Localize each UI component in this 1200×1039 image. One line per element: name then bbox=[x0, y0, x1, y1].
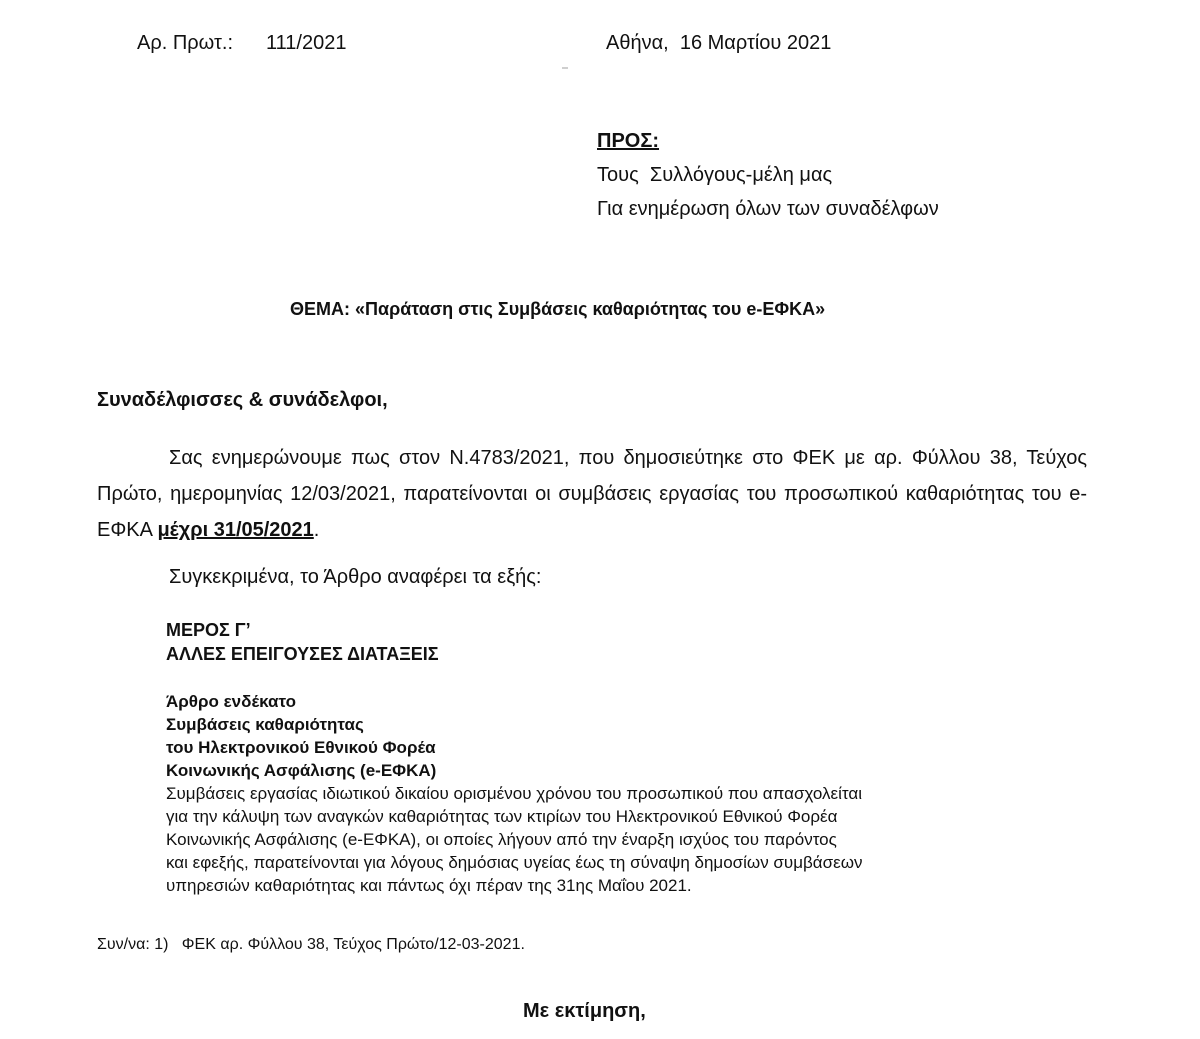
article-text-line: και εφεξής, παρατείνονται για λόγους δημόσιας υγείας έως τη σύναψη δημοσίων συμβάσεων bbox=[166, 853, 863, 872]
part-title: ΜΕΡΟΣ Γ’ bbox=[166, 620, 251, 640]
recipient-label: ΠΡΟΣ: bbox=[597, 130, 660, 152]
body-text: Σας ενημερώνουμε πως στον Ν.4783/2021, που δημοσιεύτηκε στο ΦΕΚ με αρ. Φύλλου 38, Τεύχος Πρώτο, ημερομηνίας 12/03/2021, παρατείνονται οι συμβάσεις εργασίας του προσωπικού καθαριότητας του e-ΕΦΚΑ bbox=[97, 447, 1087, 541]
article-intro: Συγκεκριμένα, το Άρθρο αναφέρει τα εξής: bbox=[169, 566, 542, 588]
article-heading-line: Κοινωνικής Ασφάλισης (e-ΕΦΚΑ) bbox=[166, 761, 437, 780]
protocol-number: 111/2021 bbox=[266, 32, 347, 54]
salutation: Συναδέλφισσες & συνάδελφοι, bbox=[97, 389, 388, 411]
article-text-line: για την κάλυψη των αναγκών καθαριότητας των κτιρίων του Ηλεκτρονικού Εθνικού Φορέα bbox=[166, 807, 838, 826]
subject-line: ΘΕΜΑ: «Παράταση στις Συμβάσεις καθαριότητας του e-ΕΦΚΑ» bbox=[290, 299, 826, 319]
recipient-line-2: Για ενημέρωση όλων των συναδέλφων bbox=[597, 198, 939, 220]
recipient-line-1: Τους Συλλόγους-μέλη μας bbox=[597, 164, 833, 186]
article-text-line: Συμβάσεις εργασίας ιδιωτικού δικαίου ορισμένου χρόνου του προσωπικού που απασχολείται bbox=[166, 784, 862, 803]
attachment-line: Συν/να: 1) ΦΕΚ αρ. Φύλλου 38, Τεύχος Πρώτο/12-03-2021. bbox=[97, 936, 525, 953]
protocol-label: Αρ. Πρωτ.: bbox=[137, 32, 233, 54]
article-text-line: υπηρεσιών καθαριότητας και πάντως όχι πέραν της 31ης Μαΐου 2021. bbox=[166, 876, 692, 895]
place-date: Αθήνα, 16 Μαρτίου 2021 bbox=[606, 32, 832, 54]
article-heading-line: του Ηλεκτρονικού Εθνικού Φορέα bbox=[166, 738, 436, 757]
deadline-highlight: μέχρι 31/05/2021 bbox=[157, 519, 314, 541]
article-heading-line: Συμβάσεις καθαριότητας bbox=[166, 715, 364, 734]
body-period: . bbox=[313, 519, 320, 541]
law-article bbox=[166, 690, 1026, 897]
part-subtitle: ΑΛΛΕΣ ΕΠΕΙΓΟΥΣΕΣ ΔΙΑΤΑΞΕΙΣ bbox=[166, 644, 439, 664]
scan-speck bbox=[562, 67, 568, 69]
article-text-line: Κοινωνικής Ασφάλισης (e-ΕΦΚΑ), οι οποίες λήγουν από την έναρξη ισχύος του παρόντος bbox=[166, 830, 837, 849]
closing: Με εκτίμηση, bbox=[523, 1000, 646, 1022]
article-heading-line: Άρθρο ενδέκατο bbox=[166, 692, 296, 711]
body-paragraph bbox=[97, 440, 1087, 548]
